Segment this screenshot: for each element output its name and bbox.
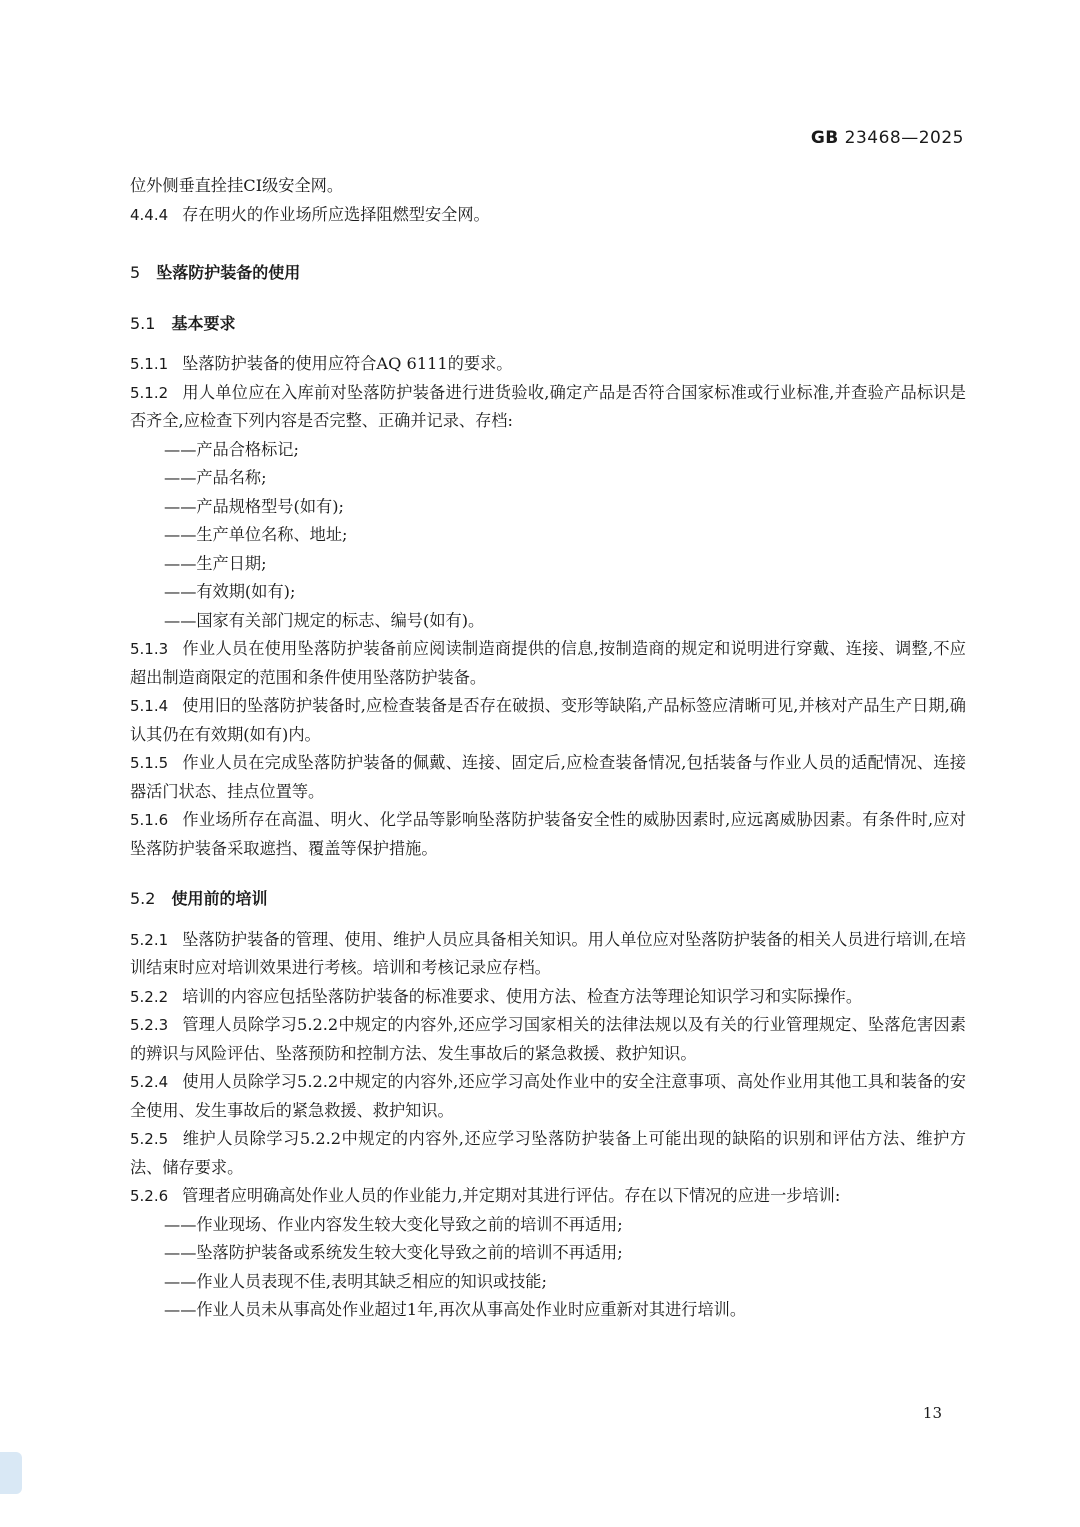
- list-item: ——生产单位名称、地址;: [164, 525, 348, 544]
- clause-text: 管理者应明确高处作业人员的作业能力,并定期对其进行评估。存在以下情况的应进一步培训:: [182, 1186, 841, 1205]
- clause-5-1-2: [130, 379, 966, 436]
- document-body: [130, 172, 966, 1325]
- clause-number: 5.2.5: [130, 1130, 169, 1148]
- clause-5-1-3: [130, 635, 966, 692]
- list-item: ——有效期(如有);: [164, 582, 296, 601]
- standard-code: 23468—2025: [844, 128, 964, 148]
- clause-text: 坠落防护装备的使用应符合AQ 6111的要求。: [182, 354, 513, 373]
- inspection-list: [130, 436, 966, 636]
- clause-5-2-3: [130, 1011, 966, 1068]
- clause-text: 管理人员除学习5.2.2中规定的内容外,还应学习国家相关的法律法规以及有关的行业管理规定、坠落危害因素的辨识与风险评估、坠落预防和控制方法、发生事故后的紧急救援、救护知识。: [130, 1015, 966, 1063]
- clause-5-1-6: [130, 806, 966, 863]
- section-number: 5.2: [130, 889, 156, 908]
- training-conditions-list: [130, 1211, 966, 1325]
- clause-5-2-4: [130, 1068, 966, 1125]
- watermark-logo: [0, 1452, 22, 1494]
- section-title: 基本要求: [171, 313, 236, 333]
- standard-number: [811, 128, 964, 148]
- clause-number: 5.1.4: [130, 697, 169, 715]
- clause-number: 5.2.3: [130, 1016, 169, 1034]
- clause-text: 使用人员除学习5.2.2中规定的内容外,还应学习高处作业中的安全注意事项、高处作业用其他工具和装备的安全使用、发生事故后的紧急救援、救护知识。: [130, 1072, 966, 1120]
- standard-prefix: GB: [810, 128, 839, 148]
- list-item: ——作业人员未从事高处作业超过1年,再次从事高处作业时应重新对其进行培训。: [164, 1300, 747, 1319]
- list-item: ——生产日期;: [164, 553, 267, 573]
- clause-text: 维护人员除学习5.2.2中规定的内容外,还应学习坠落防护装备上可能出现的缺陷的识别和评估方法、维护方法、储存要求。: [130, 1129, 966, 1177]
- list-item: ——坠落防护装备或系统发生较大变化导致之前的培训不再适用;: [164, 1243, 623, 1262]
- section-title: 使用前的培训: [171, 889, 268, 908]
- clause-5-2-6: [130, 1182, 966, 1211]
- section-heading-5: [130, 259, 966, 288]
- list-item: ——产品名称;: [164, 468, 267, 487]
- list-item: ——作业现场、作业内容发生较大变化导致之前的培训不再适用;: [164, 1214, 623, 1234]
- clause-number: 5.2.1: [130, 930, 169, 949]
- list-item: ——作业人员表现不佳,表明其缺乏相应的知识或技能;: [164, 1271, 547, 1291]
- clause-5-1-4: [130, 692, 966, 749]
- clause-text: 作业人员在完成坠落防护装备的佩戴、连接、固定后,应检查装备情况,包括装备与作业人员的适配情况、连接器活门状态、挂点位置等。: [130, 753, 966, 801]
- list-item: ——产品合格标记;: [164, 439, 299, 459]
- clause-number: 5.2.4: [130, 1073, 169, 1091]
- clause-text: 培训的内容应包括坠落防护装备的标准要求、使用方法、检查方法等理论知识学习和实际操作。: [182, 986, 863, 1006]
- clause-5-2-5: [130, 1125, 966, 1182]
- clause-text: 作业人员在使用坠落防护装备前应阅读制造商提供的信息,按制造商的规定和说明进行穿戴、连接、调整,不应超出制造商限定的范围和条件使用坠落防护装备。: [130, 639, 966, 687]
- clause-number: 5.1.1: [130, 355, 169, 373]
- section-heading-5-1: [130, 310, 966, 339]
- clause-number: 5.2.6: [130, 1187, 169, 1205]
- section-number: 5.1: [130, 313, 156, 333]
- clause-number: 5.1.2: [130, 383, 169, 402]
- clause-text: 使用旧的坠落防护装备时,应检查装备是否存在破损、变形等缺陷,产品标签应清晰可见,并核对产品生产日期,确认其仍在有效期(如有)内。: [130, 696, 966, 744]
- clause-number: 5.1.5: [130, 754, 169, 772]
- clause-number: 4.4.4: [130, 205, 169, 224]
- clause-number: 5.1.3: [130, 640, 169, 658]
- clause-text: 坠落防护装备的管理、使用、维护人员应具备相关知识。用人单位应对坠落防护装备的相关人员进行培训,在培训结束时应对培训效果进行考核。培训和考核记录应存档。: [130, 929, 966, 977]
- clause-5-1-5: [130, 749, 966, 806]
- page-number: 13: [922, 1404, 942, 1422]
- clause-number: 5.1.6: [130, 811, 169, 829]
- clause-text: 存在明火的作业场所应选择阻燃型安全网。: [182, 204, 490, 224]
- list-item: ——产品规格型号(如有);: [164, 496, 344, 516]
- clause-text: 用人单位应在入库前对坠落防护装备进行进货验收,确定产品是否符合国家标准或行业标准,并查验产品标识是否齐全,应检查下列内容是否完整、正确并记录、存档:: [130, 382, 966, 430]
- paragraph-continuation: 位外侧垂直拴挂CⅠ级安全网。: [130, 176, 344, 195]
- list-item: ——国家有关部门规定的标志、编号(如有)。: [164, 610, 485, 630]
- clause-5-1-1: [130, 350, 966, 379]
- clause-5-2-2: [130, 983, 966, 1012]
- clause-text: 作业场所存在高温、明火、化学品等影响坠落防护装备安全性的威胁因素时,应远离威胁因素。有条件时,应对坠落防护装备采取遮挡、覆盖等保护措施。: [130, 810, 966, 858]
- section-number: 5: [130, 263, 141, 282]
- clause-5-2-1: [130, 926, 966, 983]
- section-heading-5-2: [130, 885, 966, 914]
- clause-4-4-4: [130, 201, 966, 230]
- clause-number: 5.2.2: [130, 987, 169, 1006]
- section-title: 坠落防护装备的使用: [156, 263, 301, 282]
